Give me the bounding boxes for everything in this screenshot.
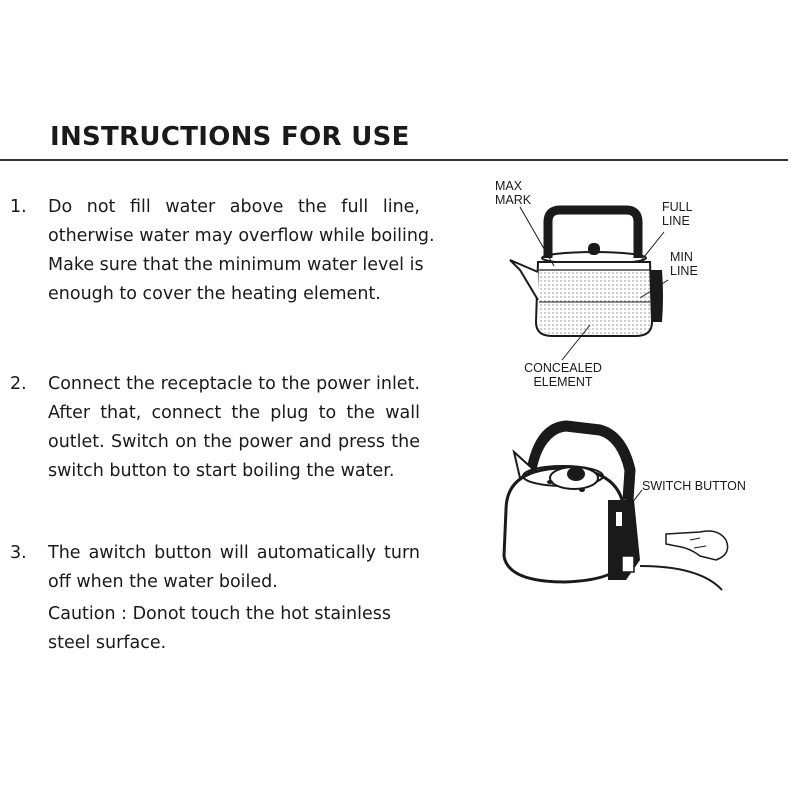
step-line: enough to cover the heating element. xyxy=(48,284,381,304)
step-line: off when the water boiled. xyxy=(48,572,278,592)
instruction-step-2 xyxy=(10,370,420,486)
title-divider xyxy=(0,159,788,161)
step-line: Make sure that the minimum water level is xyxy=(48,255,424,275)
step-number: 3. xyxy=(10,543,27,563)
step-number: 2. xyxy=(10,374,27,394)
step-line: Do not fill water above the full line, xyxy=(48,197,420,217)
step-text xyxy=(48,539,420,658)
step-text xyxy=(48,193,435,309)
instruction-step-1 xyxy=(10,193,435,309)
step-line: The awitch button will automatically turn xyxy=(48,543,420,563)
caution-line: Caution : Donot touch the hot stainless xyxy=(48,604,391,624)
max-mark-label: MAX MARK xyxy=(495,179,532,207)
step-line: otherwise water may overflow while boiling. xyxy=(48,226,435,246)
switch-button-label: SWITCH BUTTON xyxy=(642,479,746,493)
step-text xyxy=(48,370,420,486)
caution-line: steel surface. xyxy=(48,633,167,653)
concealed-element-label: CONCEALED ELEMENT xyxy=(524,361,602,389)
step-line: Connect the receptacle to the power inlet. xyxy=(48,374,420,394)
instruction-step-3 xyxy=(10,539,420,658)
caution-note xyxy=(48,600,420,658)
step-line: After that, connect the plug to the wall xyxy=(48,403,420,423)
step-number: 1. xyxy=(10,197,27,217)
page-title: INSTRUCTIONS FOR USE xyxy=(50,122,410,152)
full-line-label: FULL LINE xyxy=(662,200,693,228)
step-line: outlet. Switch on the power and press the xyxy=(48,432,420,452)
step-line: switch button to start boiling the water. xyxy=(48,461,395,481)
min-line-label: MIN LINE xyxy=(670,250,698,278)
